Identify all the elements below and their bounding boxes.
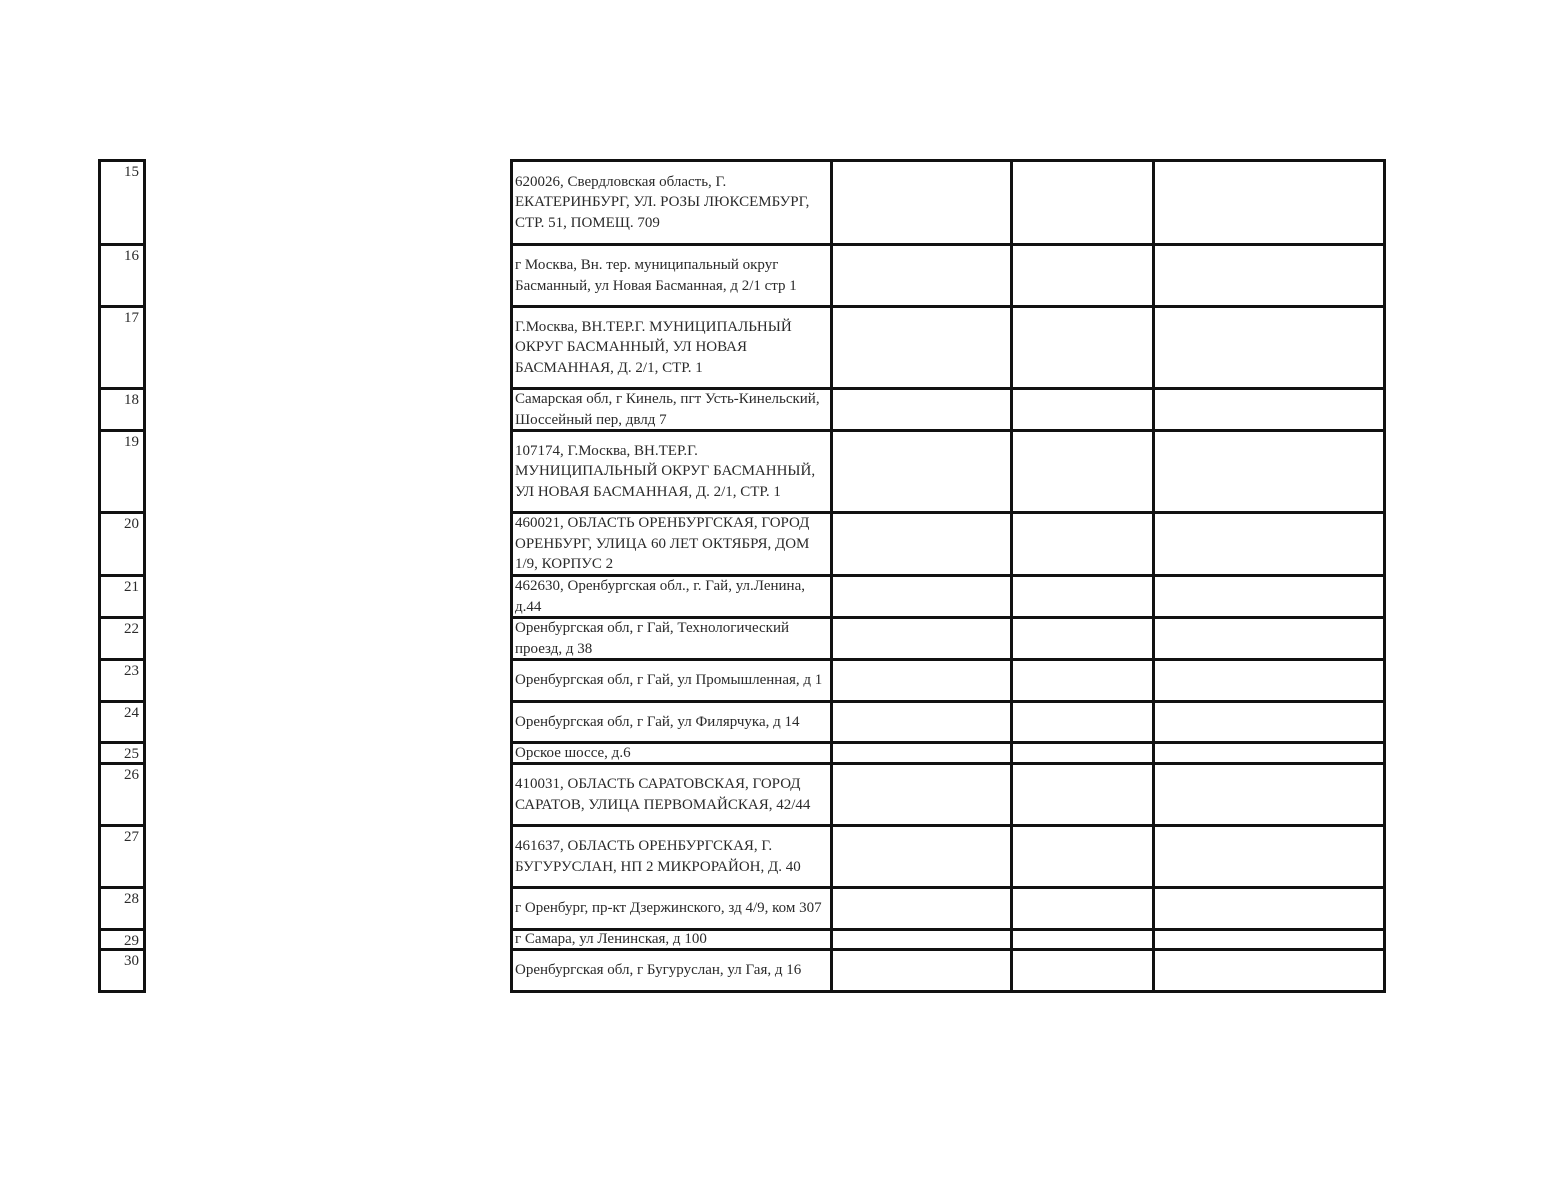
address-text: Оренбургская обл, г Гай, ул Промышленная, д 1 [515,672,823,689]
row-number: 28 [101,889,143,931]
table-row [513,432,1383,514]
table-row [513,619,1383,661]
row-number: 30 [101,951,143,993]
empty-cell [1155,889,1383,928]
row-number: 21 [101,577,143,619]
empty-cell [1013,765,1155,824]
address-cell [513,765,833,824]
address-text: Г.Москва, ВН.ТЕР.Г. МУНИЦИПАЛЬНЫЙ ОКРУГ БАСМАННЫЙ, УЛ НОВАЯ БАСМАННАЯ, Д. 2/1, СТР. 1 [515,318,792,376]
address-text: Самарская обл, г Кинель, пгт Усть-Кинельский, Шоссейный пер, двлд 7 [515,391,820,428]
address-cell [513,889,833,928]
row-number: 26 [101,765,143,827]
table-row [513,744,1383,765]
empty-cell [1013,827,1155,886]
address-cell [513,390,833,429]
address-cell [513,951,833,990]
address-cell [513,931,833,948]
address-text: Оренбургская обл, г Гай, Технологический проезд, д 38 [515,620,790,657]
empty-cell [833,765,1013,824]
empty-cell [1155,744,1383,762]
address-cell [513,162,833,243]
table-row [513,889,1383,931]
empty-cell [833,162,1013,243]
empty-cell [833,744,1013,762]
empty-cell [1155,162,1383,243]
empty-cell [1013,703,1155,741]
empty-cell [833,308,1013,387]
empty-cell [1155,514,1383,574]
empty-cell [1155,308,1383,387]
address-table [510,159,1386,993]
row-number: 20 [101,514,143,577]
address-cell [513,577,833,616]
table-row [513,951,1383,993]
address-cell [513,619,833,658]
table-row [513,931,1383,951]
address-text: 107174, Г.Москва, ВН.ТЕР.Г. МУНИЦИПАЛЬНЫЙ ОКРУГ БАСМАННЫЙ, УЛ НОВАЯ БАСМАННАЯ, Д. 2/1, СТР. 1 [515,442,816,500]
table-row [513,390,1383,432]
empty-cell [833,514,1013,574]
row-number: 25 [101,744,143,765]
address-text: Оренбургская обл, г Бугуруслан, ул Гая, д 16 [515,962,802,979]
address-text: г Оренбург, пр-кт Дзержинского, зд 4/9, ком 307 [515,900,822,917]
empty-cell [1155,951,1383,990]
empty-cell [833,703,1013,741]
empty-cell [1155,577,1383,616]
row-number: 27 [101,827,143,889]
table-row [513,246,1383,308]
empty-cell [1013,951,1155,990]
row-number: 22 [101,619,143,661]
empty-cell [1013,931,1155,948]
table-row [513,162,1383,246]
address-text: 620026, Свердловская область, Г. ЕКАТЕРИНБУРГ, УЛ. РОЗЫ ЛЮКСЕМБУРГ, СТР. 51, ПОМЕЩ. 709 [515,173,810,231]
empty-cell [833,390,1013,429]
row-number-column [98,159,146,993]
address-text: 462630, Оренбургская обл., г. Гай, ул.Ленина, д.44 [515,578,805,615]
empty-cell [1013,619,1155,658]
row-number: 23 [101,661,143,703]
empty-cell [833,432,1013,511]
row-number: 17 [101,308,143,390]
empty-cell [1013,308,1155,387]
row-number: 18 [101,390,143,432]
address-text: г Самара, ул Ленинская, д 100 [515,931,707,948]
table-row [513,577,1383,619]
empty-cell [1013,162,1155,243]
empty-cell [1013,577,1155,616]
empty-cell [1155,703,1383,741]
address-cell [513,514,833,574]
table-row [513,827,1383,889]
empty-cell [1155,931,1383,948]
address-text: 460021, ОБЛАСТЬ ОРЕНБУРГСКАЯ, ГОРОД ОРЕНБУРГ, УЛИЦА 60 ЛЕТ ОКТЯБРЯ, ДОМ 1/9, КОРПУС 2 [515,515,810,573]
row-number: 24 [101,703,143,744]
empty-cell [1013,246,1155,305]
address-text: 410031, ОБЛАСТЬ САРАТОВСКАЯ, ГОРОД САРАТОВ, УЛИЦА ПЕРВОМАЙСКАЯ, 42/44 [515,776,811,813]
empty-cell [1155,661,1383,700]
table-row [513,308,1383,390]
empty-cell [833,931,1013,948]
empty-cell [833,951,1013,990]
empty-cell [833,889,1013,928]
table-row [513,661,1383,703]
address-cell [513,703,833,741]
empty-cell [1155,619,1383,658]
address-cell [513,308,833,387]
empty-cell [833,827,1013,886]
empty-cell [1013,744,1155,762]
empty-cell [1155,246,1383,305]
empty-cell [1013,661,1155,700]
address-text: Орское шоссе, д.6 [515,744,631,761]
empty-cell [1155,390,1383,429]
empty-cell [1155,765,1383,824]
address-cell [513,246,833,305]
row-number: 29 [101,931,143,951]
empty-cell [1013,514,1155,574]
empty-cell [1013,889,1155,928]
empty-cell [1013,390,1155,429]
address-text: 461637, ОБЛАСТЬ ОРЕНБУРГСКАЯ, Г. БУГУРУСЛАН, НП 2 МИКРОРАЙОН, Д. 40 [515,838,801,875]
empty-cell [1155,432,1383,511]
address-cell [513,827,833,886]
empty-cell [833,246,1013,305]
empty-cell [1013,432,1155,511]
address-cell [513,661,833,700]
address-cell [513,744,833,762]
row-number: 15 [101,162,143,246]
table-row [513,514,1383,577]
empty-cell [833,577,1013,616]
row-number: 16 [101,246,143,308]
empty-cell [833,661,1013,700]
empty-cell [1155,827,1383,886]
row-number: 19 [101,432,143,514]
address-cell [513,432,833,511]
table-row [513,703,1383,744]
table-row [513,765,1383,827]
empty-cell [833,619,1013,658]
address-text: г Москва, Вн. тер. муниципальный округ Басманный, ул Новая Басманная, д 2/1 стр 1 [515,257,797,294]
address-text: Оренбургская обл, г Гай, ул Филярчука, д 14 [515,713,800,730]
